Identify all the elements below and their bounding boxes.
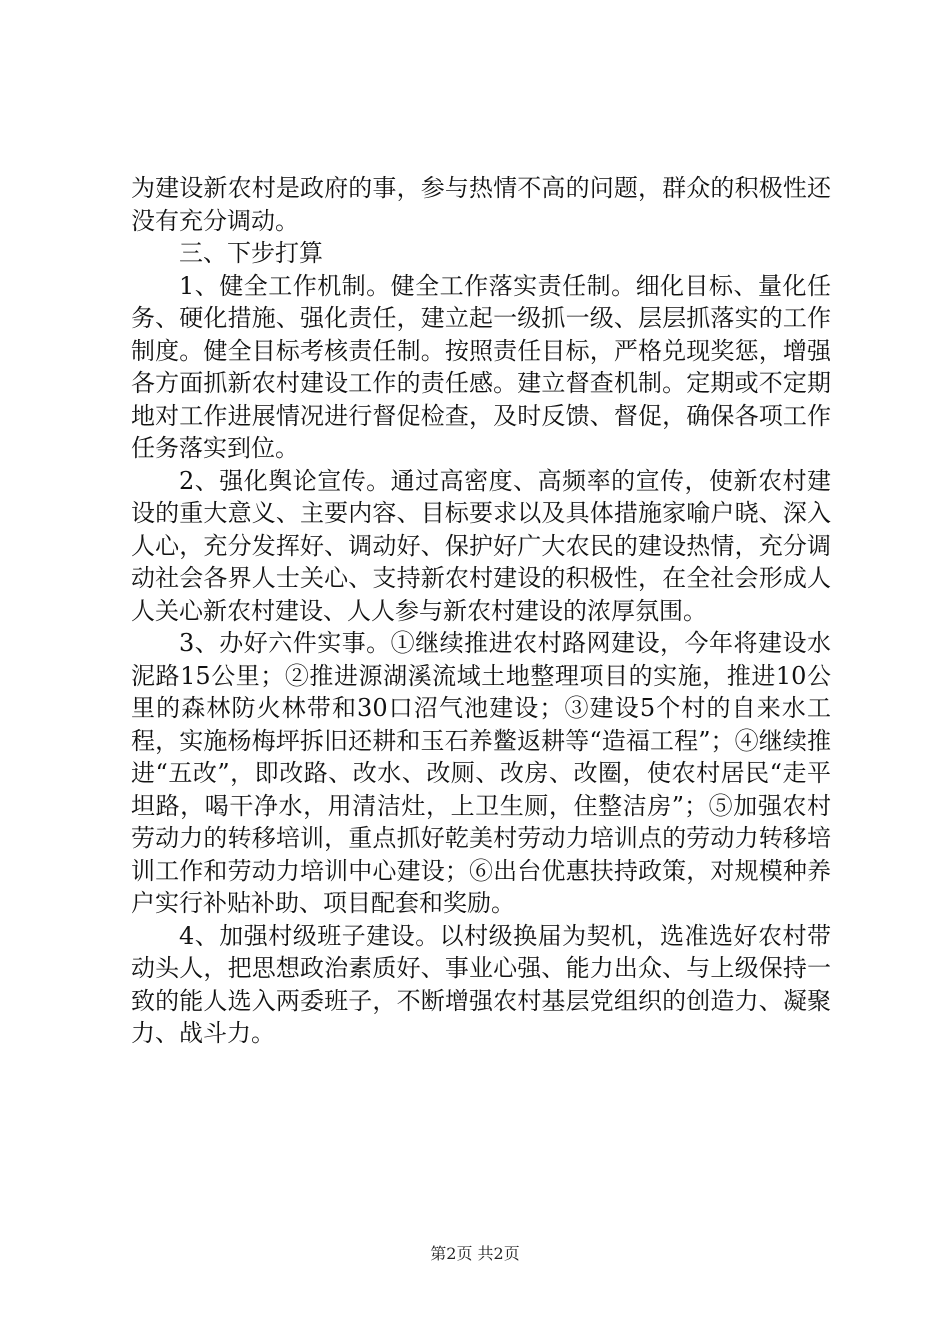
paragraph-village-leadership: 4、加强村级班子建设。以村级换届为契机，选准选好农村带动头人，把思想政治素质好、事业心强、能力出众、与上级保持一致的能人选入两委班子，不断增强农村基层党组织的创造力、凝聚力、战斗力。 xyxy=(131,921,831,1047)
paragraph-work-mechanism: 1、健全工作机制。健全工作落实责任制。细化目标、量化任务、硬化措施、强化责任，建立起一级抓一级、层层抓落实的工作制度。健全目标考核责任制。按照责任目标，严格兑现奖惩，增强各方面抓新农村建设工作的责任感。建立督查机制。定期或不定期地对工作进展情况进行督促检查，及时反馈、督促，确保各项工作任务落实到位。 xyxy=(131,271,831,462)
paragraph-six-projects: 3、办好六件实事。①继续推进农村路网建设，今年将建设水泥路15公里；②推进源湖溪流域土地整理项目的实施，推进10公里的森林防火林带和30口沼气池建设；③建设5个村的自来水工程，实施杨梅坪拆旧还耕和玉石养鳖返耕等“造福工程”；④继续推进“五改”，即改路、改水、改厕、改房、改圈，使农村居民“走平坦路，喝干净水，用清洁灶，上卫生厕，住整洁房”；⑤加强农村劳动力的转移培训，重点抓好乾美村劳动力培训点的劳动力转移培训工作和劳动力培训中心建设；⑥出台优惠扶持政策，对规模种养户实行补贴补助、项目配套和奖励。 xyxy=(131,629,831,917)
paragraph-publicity: 2、强化舆论宣传。通过高密度、高频率的宣传，使新农村建设的重大意义、主要内容、目标要求以及具体措施家喻户晓、深入人心，充分发挥好、调动好、保护好广大农民的建设热情，充分调动社会各界人士关心、支持新农村建设的积极性，在全社会形成人人关心新农村建设、人人参与新农村建设的浓厚氛围。 xyxy=(131,466,831,625)
section-heading: 三、下步打算 xyxy=(179,239,323,267)
paragraph-continuation: 为建设新农村是政府的事，参与热情不高的问题，群众的积极性还没有充分调动。 xyxy=(131,174,831,235)
document-body xyxy=(131,172,831,1050)
page-footer: 第2页 共2页 xyxy=(430,1244,520,1263)
